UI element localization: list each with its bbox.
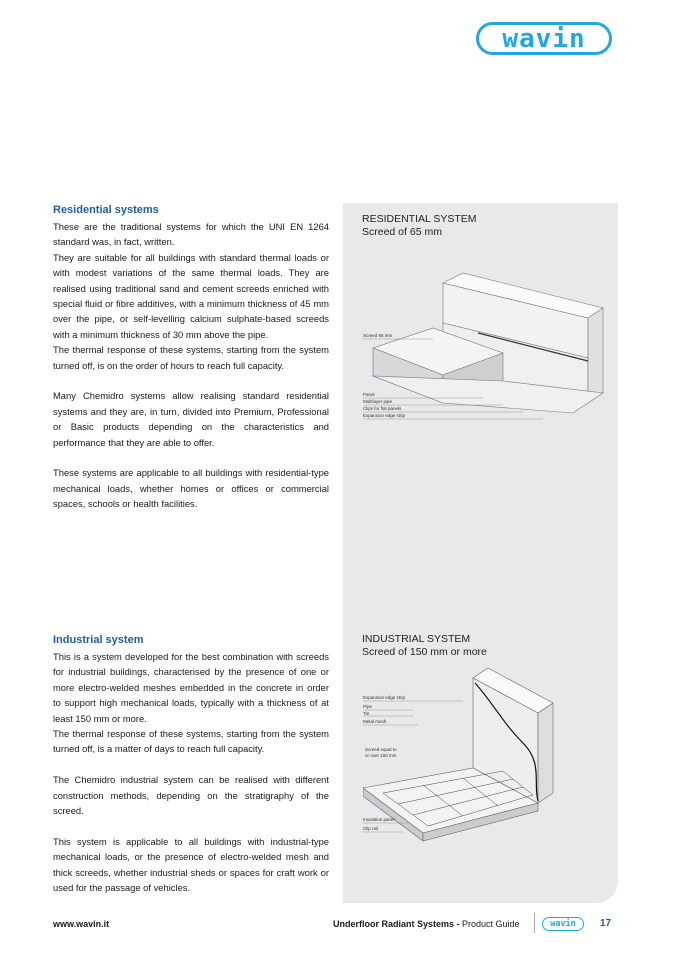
footer-divider <box>534 913 535 933</box>
label-expansion-strip: Expansion edge strip <box>363 695 406 700</box>
wavin-logo: wavin <box>476 22 612 55</box>
residential-p4: Many Chemidro systems allow realising standard residential systems and they are, in turn, divided into Premium, Professional or Basic products depending on the characteristics and performance that they are able to offer. <box>53 390 329 448</box>
industrial-p4: This system is applicable to all buildings with industrial-type mechanical loads, or the presence of electro-welded mesh and thick screeds, whether industrial sheds or spaces for craft work or used for the passage of vehicles. <box>53 835 329 894</box>
residential-section <box>53 203 329 527</box>
page-number: 17 <box>600 918 612 929</box>
residential-heading: Residential systems <box>53 204 159 216</box>
industrial-heading: Industrial system <box>53 634 144 646</box>
residential-figure-title <box>362 213 477 239</box>
footer-website[interactable]: www.wavin.it <box>53 919 110 929</box>
industrial-p2: The thermal response of these systems, starting from the system turned off, is a matter of days to reach full capacity. <box>53 728 329 755</box>
label-screed-2: or over 150 mm <box>365 753 397 758</box>
residential-p5: These systems are applicable to all buildings with residential-type mechanical loads, whether homes or offices or commercial spaces, schools or health facilities. <box>53 467 329 510</box>
residential-p2: They are suitable for all buildings with standard thermal loads or with modest variations of the same thermal loads. They are realised using traditional sand and cement screeds enriched with special fluid or fibre additives, with a minimum thickness of 45 mm over the pipe, or self-levelling calcium sulphate-based screeds with a minimum thickness of 30 mm above the pipe. <box>53 251 329 340</box>
industrial-section <box>53 633 329 911</box>
industrial-p1: This is a system developed for the best combination with screeds for industrial buildings, characterised by the presence of one or more electro-welded meshes embedded in the concrete in order to support high mechanical loads, typically with a thickness of at least 150 mm or more. <box>53 651 329 724</box>
footer-wavin-logo: wavin <box>542 917 584 931</box>
label-clip-rail: Clip rail <box>363 826 379 831</box>
industrial-figure-title-text: INDUSTRIAL SYSTEM <box>362 633 471 645</box>
footer-guide-bold: Underfloor Radiant Systems - <box>333 919 460 929</box>
industrial-p3: The Chemidro industrial system can be realised with different construction methods, depending on the stratigraphy of the screed. <box>53 774 329 817</box>
label-insulation-panel: Insulation panel <box>363 817 395 822</box>
label-multilayer-pipe: Multilayer pipe <box>363 399 393 404</box>
residential-p3: The thermal response of these systems, starting from the system turned off, is on the order of hours to reach full capacity. <box>53 344 329 371</box>
industrial-system-diagram <box>363 663 613 848</box>
figures-panel <box>343 203 618 903</box>
label-panel: Panel <box>363 392 375 397</box>
industrial-figure-title <box>362 633 487 659</box>
industrial-figure-subtitle: Screed of 150 mm or more <box>362 646 487 658</box>
label-screed-1: Screed equal to <box>365 747 397 752</box>
label-screed: Screed 65 mm <box>363 333 393 338</box>
residential-p1: These are the traditional systems for which the UNI EN 1264 standard was, in fact, written. <box>53 221 329 248</box>
label-tie: Tie <box>363 711 370 716</box>
label-clips: Clips for flat panels <box>363 406 402 411</box>
label-expansion-strip: Expansion edge strip <box>363 413 406 418</box>
residential-figure-title-text: RESIDENTIAL SYSTEM <box>362 213 477 225</box>
label-pipe: Pipe <box>363 704 373 709</box>
residential-system-diagram <box>363 263 608 433</box>
footer-guide-regular: Product Guide <box>459 919 520 929</box>
label-metal-mesh: Metal mesh <box>363 719 387 724</box>
footer-guide-title <box>333 919 520 929</box>
residential-figure-subtitle: Screed of 65 mm <box>362 226 442 238</box>
